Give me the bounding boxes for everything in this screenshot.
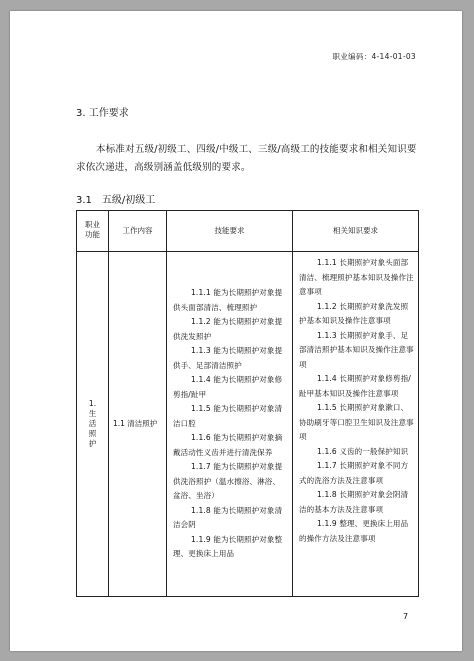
skill-item: 1.1.6 能为长期照护对象摘戴活动性义齿并进行清洗保养 (173, 433, 283, 457)
page-number: 7 (403, 612, 409, 621)
skill-item: 1.1.2 能为长期照护对象提供洗发照护 (173, 317, 283, 341)
knowledge-item: 1.1.4 长期照护对象修剪指/趾甲基本知识及操作注意事项 (299, 374, 411, 398)
knowledge-item: 1.1.7 长期照护对象不同方式的洗浴方法及注意事项 (299, 461, 409, 485)
header-function: 职业功能 (77, 211, 109, 252)
table-row (77, 252, 419, 597)
knowledge-item: 1.1.9 整理、更换床上用品的操作方法及注意事项 (299, 519, 409, 543)
section-title: 3. 工作要求 (76, 108, 129, 119)
skill-item: 1.1.7 能为长期照护对象提供洗浴照护（温水擦浴、淋浴、盆浴、坐浴） (173, 462, 283, 501)
header-work: 工作内容 (109, 211, 167, 252)
skill-item: 1.1.5 能为长期照护对象清洁口腔 (173, 404, 283, 428)
knowledge-item: 1.1.1 长期照护对象头面部清洁、梳理照护基本知识及操作注意事项 (299, 258, 414, 296)
skill-item: 1.1.1 能为长期照护对象提供头面部清洁、梳理照护 (173, 288, 283, 312)
intro-paragraph: 本标准对五级/初级工、四级/中级工、三级/高级工的技能要求和相关知识要求依次递进，高级别涵盖低级别的要求。 (76, 144, 417, 173)
header-skills: 技能要求 (167, 211, 293, 252)
skill-item: 1.1.3 能为长期照护对象提供手、足部清洁照护 (173, 346, 283, 370)
knowledge-item: 1.1.8 长期照护对象会阴清洁的基本方法及注意事项 (299, 490, 409, 514)
occupation-code: 职业编码：4-14-01-03 (332, 52, 416, 61)
skill-item: 1.1.8 能为长期照护对象清洁会阴 (173, 505, 283, 530)
knowledge-item: 1.1.2 长期照护对象洗发照护基本知识及操作注意事项 (299, 301, 409, 325)
skill-item: 1.1.9 能为长期照护对象整理、更换床上用品 (173, 534, 283, 559)
requirements-table (76, 210, 419, 597)
subsection-title: 3.1 五级/初级工 (76, 195, 156, 206)
knowledge-item: 1.1.3 长期照护对象手、足部清洁照护基本知识及操作注意事项 (299, 330, 414, 369)
knowledge-cell (293, 252, 419, 597)
skill-item: 1.1.4 能为长期照护对象修剪指/趾甲 (173, 375, 283, 399)
table-header-row (77, 211, 419, 252)
work-content-cell: 1.1 清洁照护 (109, 252, 167, 597)
document-page (10, 11, 462, 651)
function-label: 1. 生活照护 (88, 399, 97, 448)
header-knowledge: 相关知识要求 (293, 211, 419, 252)
knowledge-item: 1.1.5 长期照护对象漱口、协助刷牙等口腔卫生知识及注意事项 (299, 403, 414, 441)
function-cell (77, 252, 109, 597)
knowledge-item: 1.1.6 义齿的一般保护知识 (317, 446, 409, 456)
skills-cell (167, 252, 293, 597)
